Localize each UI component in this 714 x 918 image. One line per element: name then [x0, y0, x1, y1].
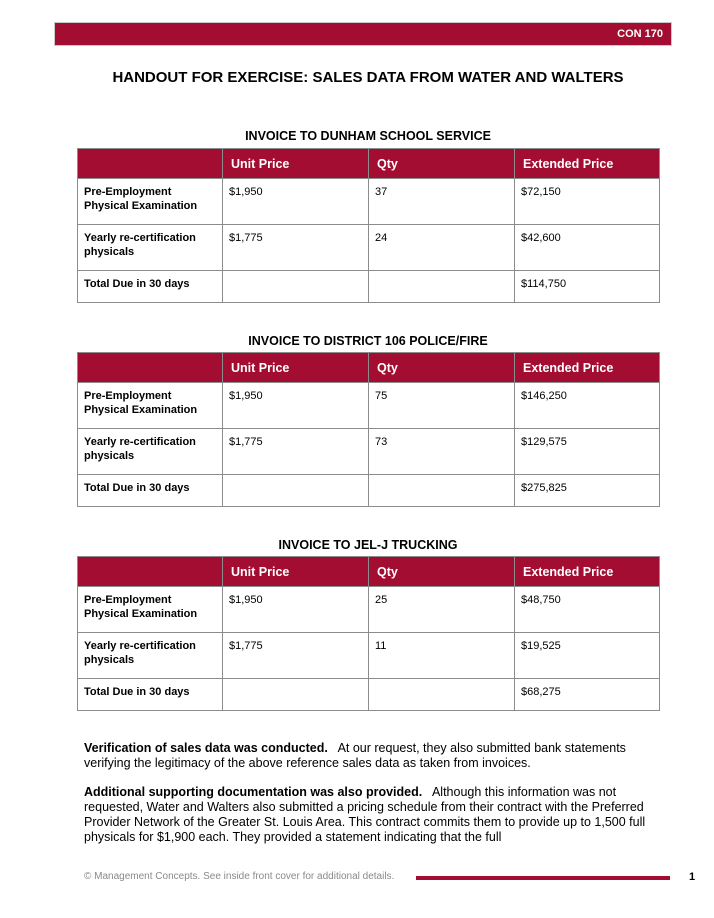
invoice-table — [77, 148, 660, 303]
paragraph-lead: Additional supporting documentation was also provided. — [84, 785, 423, 799]
unit-price-cell: $1,950 — [223, 179, 369, 225]
extended-price-cell: $72,150 — [515, 179, 660, 225]
qty-cell: 25 — [369, 587, 515, 633]
invoice-table — [77, 556, 660, 711]
table-header-row — [78, 149, 660, 179]
footer-copyright: © Management Concepts. See inside front cover for additional details. — [84, 871, 395, 882]
header-item — [78, 353, 223, 383]
paragraph-body: Although this information was not requested, Water and Walters also submitted a pricing schedule from their contract with the Preferred Provider Network of the Greater St. Louis Area. This contract commits them to provide up to 1,500 full physicals for $1,900 each. They provided a statement indicating that the full — [84, 785, 646, 844]
unit-price-cell: $1,950 — [223, 587, 369, 633]
invoice-title: INVOICE TO DUNHAM SCHOOL SERVICE — [245, 129, 491, 143]
table-header-row — [78, 353, 660, 383]
header-qty: Qty — [369, 557, 515, 587]
qty-cell: 37 — [369, 179, 515, 225]
invoice-table — [77, 352, 660, 507]
paragraph-verification — [84, 741, 654, 771]
qty-cell — [369, 679, 515, 711]
header-extended-price: Extended Price — [515, 557, 660, 587]
course-code: CON 170 — [617, 28, 663, 40]
total-label: Total Due in 30 days — [78, 679, 223, 711]
item-cell: Yearly re-certification physicals — [78, 225, 223, 271]
paragraph-lead: Verification of sales data was conducted. — [84, 741, 328, 755]
header-item — [78, 557, 223, 587]
invoice-title: INVOICE TO DISTRICT 106 POLICE/FIRE — [248, 334, 488, 348]
extended-price-cell: $129,575 — [515, 429, 660, 475]
unit-price-cell — [223, 475, 369, 507]
extended-price-cell: $146,250 — [515, 383, 660, 429]
total-label: Total Due in 30 days — [78, 475, 223, 507]
paragraph-body: At our request, they also submitted bank statements verifying the legitimacy of the above reference sales data as taken from invoices. — [84, 741, 626, 770]
table-row — [78, 633, 660, 679]
unit-price-cell — [223, 271, 369, 303]
table-row — [78, 225, 660, 271]
table-header-row — [78, 557, 660, 587]
table-row — [78, 587, 660, 633]
item-cell: Pre-Employment Physical Examination — [78, 179, 223, 225]
extended-price-cell: $19,525 — [515, 633, 660, 679]
qty-cell — [369, 271, 515, 303]
document-title: HANDOUT FOR EXERCISE: SALES DATA FROM WATER AND WALTERS — [112, 69, 624, 86]
invoice-title: INVOICE TO JEL-J TRUCKING — [278, 538, 458, 552]
extended-price-cell: $42,600 — [515, 225, 660, 271]
total-amount: $114,750 — [515, 271, 660, 303]
footer-rule — [416, 876, 670, 880]
unit-price-cell: $1,775 — [223, 633, 369, 679]
header-bar — [54, 22, 672, 46]
header-unit-price: Unit Price — [223, 557, 369, 587]
unit-price-cell: $1,775 — [223, 225, 369, 271]
item-cell: Yearly re-certification physicals — [78, 633, 223, 679]
qty-cell: 11 — [369, 633, 515, 679]
header-extended-price: Extended Price — [515, 149, 660, 179]
unit-price-cell: $1,775 — [223, 429, 369, 475]
unit-price-cell — [223, 679, 369, 711]
item-cell: Pre-Employment Physical Examination — [78, 383, 223, 429]
total-amount: $275,825 — [515, 475, 660, 507]
header-qty: Qty — [369, 353, 515, 383]
header-item — [78, 149, 223, 179]
qty-cell: 24 — [369, 225, 515, 271]
table-row — [78, 429, 660, 475]
header-extended-price: Extended Price — [515, 353, 660, 383]
total-amount: $68,275 — [515, 679, 660, 711]
item-cell: Pre-Employment Physical Examination — [78, 587, 223, 633]
table-row — [78, 179, 660, 225]
item-cell: Yearly re-certification physicals — [78, 429, 223, 475]
header-unit-price: Unit Price — [223, 149, 369, 179]
page-number: 1 — [689, 871, 696, 883]
unit-price-cell: $1,950 — [223, 383, 369, 429]
header-qty: Qty — [369, 149, 515, 179]
extended-price-cell: $48,750 — [515, 587, 660, 633]
header-unit-price: Unit Price — [223, 353, 369, 383]
total-label: Total Due in 30 days — [78, 271, 223, 303]
total-row — [78, 679, 660, 711]
qty-cell: 73 — [369, 429, 515, 475]
paragraph-supporting-documentation — [84, 785, 654, 845]
total-row — [78, 475, 660, 507]
total-row — [78, 271, 660, 303]
qty-cell — [369, 475, 515, 507]
table-row — [78, 383, 660, 429]
qty-cell: 75 — [369, 383, 515, 429]
